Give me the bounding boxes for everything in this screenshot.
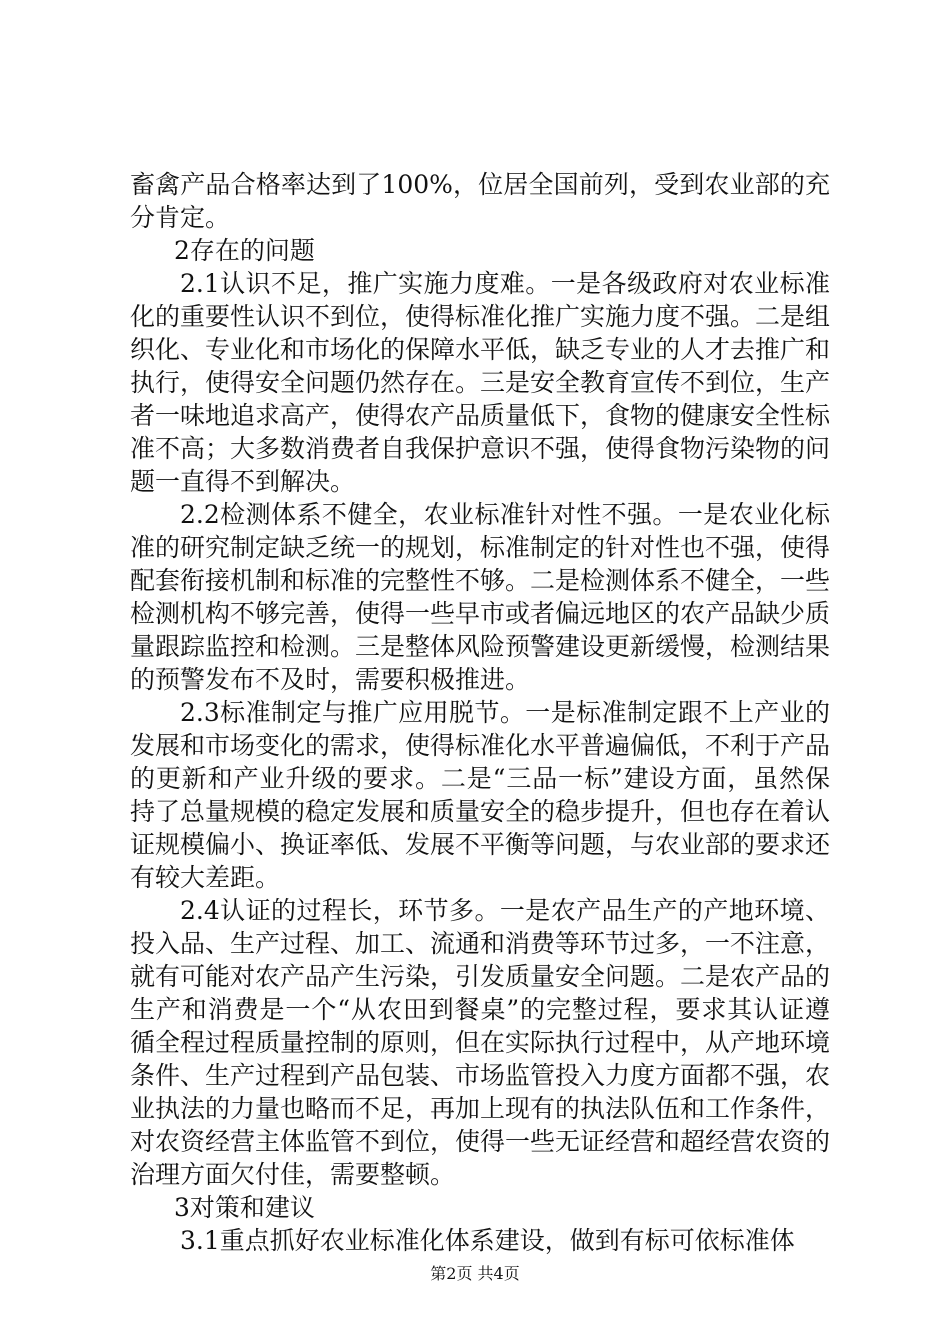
paragraph-2-3: 2.3标准制定与推广应用脱节。一是标准制定跟不上产业的发展和市场变化的需求，使得标准化水平普遍偏低，不利于产品的更新和产业升级的要求。二是“三品一标”建设方面，虽然保持了总量规模的稳定发展和质量安全的稳步提升，但也存在着认证规模偏小、换证率低、发展不平衡等问题，与农业部的要求还有较大差距。	[130, 698, 831, 892]
paragraph-2-1: 2.1认识不足，推广实施力度难。一是各级政府对农业标准化的重要性认识不到位，使得标准化推广实施力度不强。二是组织化、专业化和市场化的保障水平低，缺乏专业的人才去推广和执行，使得安全问题仍然存在。三是安全教育宣传不到位，生产者一味地追求高产，使得农产品质量低下，食物的健康安全性标准不高；大多数消费者自我保护意识不强，使得食物污染物的问题一直得不到解决。	[130, 269, 831, 496]
paragraph-3-1: 3.1重点抓好农业标准化体系建设，做到有标可依标准体	[180, 1226, 795, 1255]
paragraph-2-2: 2.2检测体系不健全，农业标准针对性不强。一是农业化标准的研究制定缺乏统一的规划，标准制定的针对性也不强，使得配套衔接机制和标准的完整性不够。二是检测体系不健全，一些检测机构不够完善，使得一些早市或者偏远地区的农产品缺少质量跟踪监控和检测。三是整体风险预警建设更新缓慢，检测结果的预警发布不及时，需要积极推进。	[130, 500, 831, 694]
section-heading-3: 3对策和建议	[174, 1193, 315, 1222]
paragraph-2-4: 2.4认证的过程长，环节多。一是农产品生产的产地环境、投入品、生产过程、加工、流通和消费等环节过多，一不注意，就有可能对农产品产生污染，引发质量安全问题。二是农产品的生产和消费是一个“从农田到餐桌”的完整过程，要求其认证遵循全程过程质量控制的原则，但在实际执行过程中，从产地环境条件、生产过程到产品包装、市场监管投入力度方面都不强，农业执法的力量也略而不足，再加上现有的执法队伍和工作条件，对农资经营主体监管不到位，使得一些无证经营和超经营农资的治理方面欠付佳，需要整顿。	[130, 896, 831, 1189]
paragraph-continuation: 畜禽产品合格率达到了100%，位居全国前列，受到农业部的充分肯定。	[130, 170, 830, 232]
section-heading-2: 2存在的问题	[174, 236, 315, 265]
document-body	[130, 168, 830, 1257]
page-footer: 第2页 共4页	[430, 1264, 520, 1283]
